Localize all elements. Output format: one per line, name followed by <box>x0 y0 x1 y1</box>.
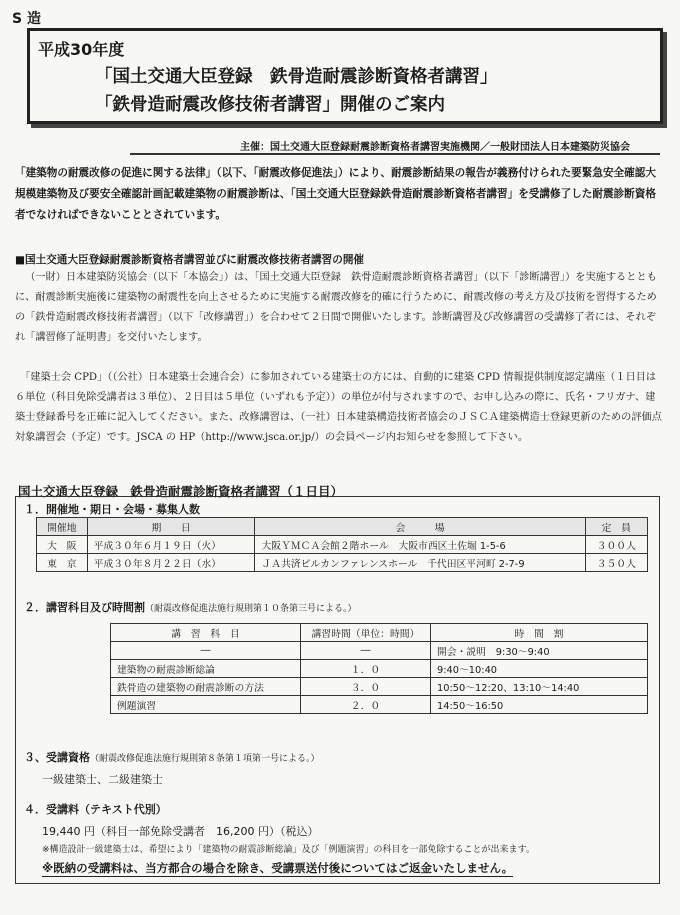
table-row <box>111 660 648 678</box>
schedule-subject: 例題演習 <box>111 696 301 714</box>
page-corner-label: S 造 <box>12 11 41 27</box>
title-line-1: 「国土交通大臣登録 鉄骨造耐震診断資格者講習」 <box>95 67 498 87</box>
schedule-hours: ３．０ <box>301 678 431 696</box>
venue-capacity: ３００人 <box>585 536 647 554</box>
schedule-time: 14:50～16:50 <box>431 696 648 714</box>
title-line-2: 「鉄骨造耐震改修技術者講習」開催のご案内 <box>95 95 445 115</box>
qualification-section-title <box>24 749 320 765</box>
fee-section-title: ４．受講料（テキスト代別） <box>24 803 167 816</box>
section-heading: ■国土交通大臣登録耐震診断資格者講習並びに耐震改修技術者講習の開催 <box>15 254 365 266</box>
table-row <box>111 642 648 660</box>
fee-exemption-note: ※構造設計一級建築士は、希望により「建築物の耐震診断総論」及び「例題演習」の科目を一部免除することが出来ます。 <box>42 845 535 855</box>
qualification-note: （耐震改修促進法施行規則第８条第１項第一号による。） <box>90 754 320 764</box>
organizer-divider <box>130 153 660 155</box>
schedule-time: 10:50～12:20、13:10～14:40 <box>431 678 648 696</box>
course-details-box <box>15 496 660 884</box>
venue-table <box>36 517 648 572</box>
organizer: 主催：国土交通大臣登録耐震診断資格者講習実施機関／一般財団法人日本建築防災協会 <box>240 142 630 153</box>
intro-paragraph: 「建築物の耐震改修の促進に関する法律」（以下、「耐震改修促進法」）により、耐震診断結果の報告が義務付けられた要緊急安全確認大規模建築物及び要安全確認計画記載建築物の耐震診断は、「国土交通大臣登録鉄骨造耐震診断資格者講習」を受講修了した耐震診断資格者でなければできないこととされています。 <box>15 167 656 221</box>
table-row <box>111 678 648 696</box>
qualification-value: 一級建築士、二級建築士 <box>42 773 163 786</box>
fee-value: 19,440 円（科目一部免除受講者 16,200 円）（税込） <box>42 825 319 838</box>
schedule-subject: 鉄骨造の建築物の耐震診断の方法 <box>111 678 301 696</box>
schedule-hours: ― <box>301 642 431 660</box>
schedule-table <box>110 623 648 714</box>
venue-header-date: 期 日 <box>87 518 255 536</box>
schedule-subject: ― <box>111 642 301 660</box>
schedule-section-note: （耐震改修促進法施行規則第１０条第三号による。） <box>145 604 357 614</box>
section-paragraph-2: 「建築士会 CPD」（（公社）日本建築士会連合会）に参加されている建築士の方には、自動的に建築 CPD 情報提供制度認定講座（１日目は６単位（科目免除受講者は３単位）、２日目は５単位（いずれも予定））の単位が付与されますので、お申し込みの際に、氏名・フリガナ、建築士登録番号を正確に記入してください。また、改修講習は、（一社）日本建築構造技術者協会のＪＳＣＡ建築構造士登録更新のための評価点対象講習会（予定）です。JSCA の HP（http://www.jsca.or.jp/）の会員ページ内お知らせを参照して下さい。 <box>15 372 662 443</box>
schedule-header-subject: 講 習 科 目 <box>111 624 301 642</box>
refund-policy: ※既納の受講料は、当方都合の場合を除き、受講票送付後についてはご返金いたしません。 <box>42 861 514 875</box>
qualification-label: ３、受講資格 <box>24 751 90 764</box>
venue-hall: ＪＡ共済ビルカンファレンスホール 千代田区平河町 2-7-9 <box>255 554 585 572</box>
schedule-subject: 建築物の耐震診断総論 <box>111 660 301 678</box>
table-row <box>111 696 648 714</box>
section-paragraph-1: （一財）日本建築防災協会（以下「本協会」）は、「国土交通大臣登録 鉄骨造耐震診断資格者講習」（以下「診断講習」）を実施するとともに、耐震診断実施後に建築物の耐震性を向上させるために実施する耐震改修を的確に行うために、耐震改修の考え方及び技術を習得するための「鉄骨造耐震改修技術者講習」（以下「改修講習」）を合わせて２日間で開催いたします。診断講習及び改修講習の受講修了者には、それぞれ「講習修了証明書」を交付いたします。 <box>15 272 657 343</box>
table-row <box>37 536 648 554</box>
venue-city: 大 阪 <box>37 536 88 554</box>
schedule-header-hours: 講習時間（単位：時間） <box>301 624 431 642</box>
course-title: 国土交通大臣登録 鉄骨造耐震診断資格者講習（１日目） <box>18 484 344 499</box>
table-row <box>37 554 648 572</box>
venue-header-city: 開催地 <box>37 518 88 536</box>
schedule-section-label: ２．講習科目及び時間割 <box>24 601 145 614</box>
schedule-header-time: 時 間 割 <box>431 624 648 642</box>
venue-capacity: ３５０人 <box>585 554 647 572</box>
schedule-hours: ２．０ <box>301 696 431 714</box>
schedule-hours: １．０ <box>301 660 431 678</box>
title-box <box>27 28 663 124</box>
schedule-section-title <box>24 599 357 615</box>
venue-date: 平成３０年６月１９日（火） <box>87 536 255 554</box>
venue-hall: 大阪ＹＭＣＡ会館２階ホール 大阪市西区土佐堀 1-5-6 <box>255 536 585 554</box>
fiscal-year: 平成30年度 <box>38 40 125 59</box>
venue-date: 平成３０年８月２２日（水） <box>87 554 255 572</box>
schedule-time: 開会・説明 9:30～9:40 <box>431 642 648 660</box>
venue-section-title: １．開催地・期日・会場・募集人数 <box>24 503 200 516</box>
venue-header-capacity: 定 員 <box>585 518 647 536</box>
schedule-time: 9:40～10:40 <box>431 660 648 678</box>
venue-city: 東 京 <box>37 554 88 572</box>
venue-header-hall: 会 場 <box>255 518 585 536</box>
